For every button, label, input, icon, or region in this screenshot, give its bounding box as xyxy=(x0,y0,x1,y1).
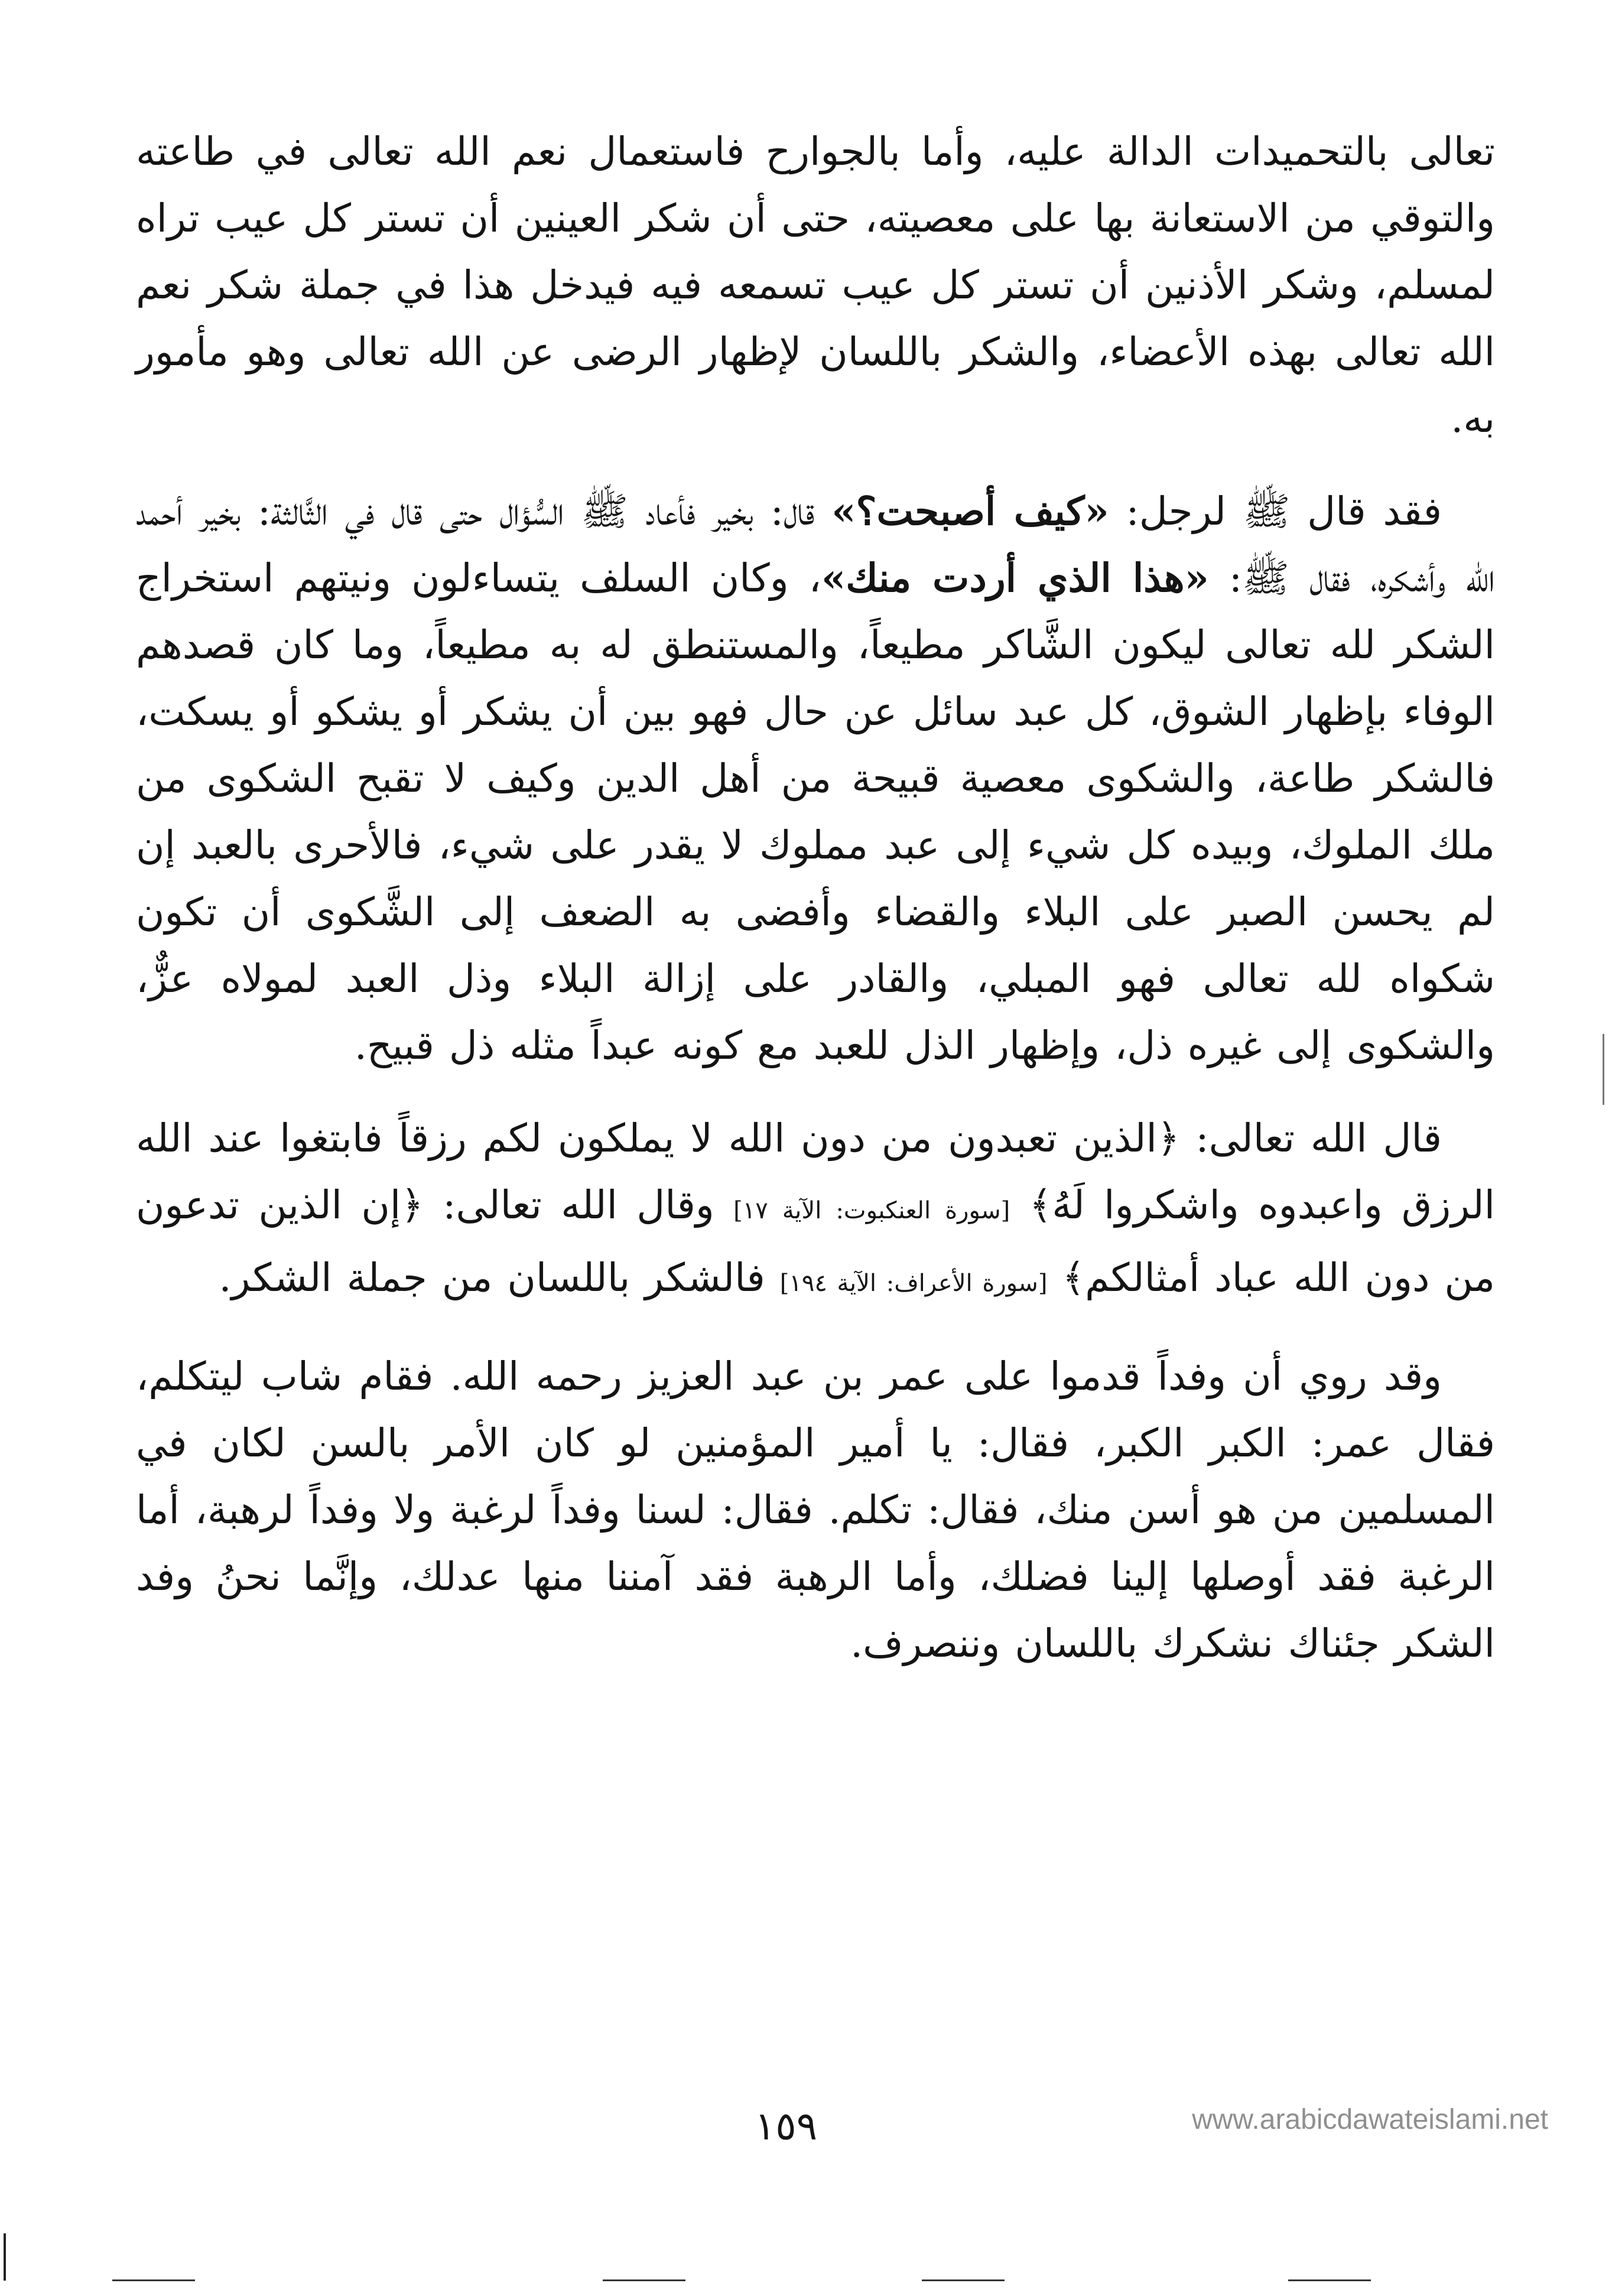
paragraph-text: ، وكان السلف يتساءلون ونيتهم استخراج الشكر لله تعالى ليكون الشَّاكر مطيعاً، والمستنطق له به مطيعاً، وما كان قصدهم الوفاء بإظهار الشوق، كل عبد سائل عن حال فهو بين أن يشكر أو يشكو أو يسكت، فالشكر طاعة، والشكوى معصية قبيحة من أهل الدين وكيف لا تقبح الشكوى من ملك الملوك، وبيده كل شيء إلى عبد مملوك لا يقدر على شيء، فالأحرى بالعبد إن لم يحسن الصبر على البلاء والقضاء وأفضى به الضعف إلى الشَّكوى أن تكون شكواه لله تعالى فهو المبلي، والقادر على إزالة البلاء وذل العبد لمولاه عزٌّ، والشكوى إلى غيره ذل، وإظهار الذل للعبد مع كونه عبداً مثله ذل قبيح. xyxy=(136,555,1495,1068)
paragraph-text: فالشكر باللسان من جملة الشكر. xyxy=(219,1255,780,1300)
paragraph xyxy=(136,118,1495,452)
quran-verse: وقال الله تعالى: ﴿إن الذين تدعون من دون الله عباد أمثالكم﴾ xyxy=(136,1182,1495,1300)
paragraph-text: تعالى بالتحميدات الدالة عليه، وأما بالجوارح فاستعمال نعم الله تعالى في طاعته والتوقي من الاستعانة بها على معصيته، حتى أن شكر العينين أن تستر كل عيب تراه لمسلم، وشكر الأذنين أن تستر كل عيب تسمعه فيه فيدخل هذا في جملة شكر نعم الله تعالى بهذه الأعضاء، والشكر باللسان لإظهار الرضى عن الله تعالى وهو مأمور به. xyxy=(136,129,1495,441)
hadith-quote: «هذا الذي أردت منك» xyxy=(821,555,1209,601)
paragraph-text: فقد قال ﷺ لرجل: xyxy=(1109,489,1442,534)
scan-edge-mark xyxy=(4,2233,6,2281)
paragraph-text: قال: بخير فأعاد ﷺ السُّؤال حتى قال في الثَّالثة: بخير أحمد الله وأشكره، فقال ﷺ: xyxy=(136,489,1495,601)
scan-edge-mark xyxy=(1603,1034,1604,1105)
hadith-quote: «كيف أصبحت؟» xyxy=(831,488,1109,534)
footer-rule xyxy=(1288,2279,1371,2281)
quran-verse: قال الله تعالى: ﴿الذين تعبدون من دون الله لا يملكون لكم رزقاً فابتغوا عند الله الرزق واعبدوه واشكروا لَهُ﴾ xyxy=(136,1116,1495,1228)
page-number: ١٥٩ xyxy=(754,2103,818,2149)
footer-rule xyxy=(603,2279,685,2281)
watermark-url: www.arabicdawateislami.net xyxy=(1192,2104,1548,2135)
paragraph xyxy=(136,1105,1495,1317)
paragraph-text: وقد روي أن وفداً قدموا على عمر بن عبد العزيز رحمه الله. فقام شاب ليتكلم، فقال عمر: الكبر الكبر، فقال: يا أمير المؤمنين لو كان الأمر بالسن لكان في المسلمين من هو أسن منك، فقال: تكلم. فقال: لسنا وفداً لرغبة ولا وفداً لرهبة، أما الرغبة فقد أوصلها إلينا فضلك، وأما الرهبة فقد آمننا منها عدلك، وإنَّما نحنُ وفد الشكر جئناك نشكرك باللسان وننصرف. xyxy=(136,1354,1495,1666)
paragraph xyxy=(136,478,1495,1079)
page-body xyxy=(136,118,1495,1703)
verse-reference: [سورة العنكبوت: الآية ١٧] xyxy=(733,1197,1010,1224)
footer-rule xyxy=(922,2279,1005,2281)
verse-reference: [سورة الأعراف: الآية ١٩٤] xyxy=(779,1270,1048,1297)
footer-rule xyxy=(112,2279,195,2281)
paragraph xyxy=(136,1343,1495,1677)
